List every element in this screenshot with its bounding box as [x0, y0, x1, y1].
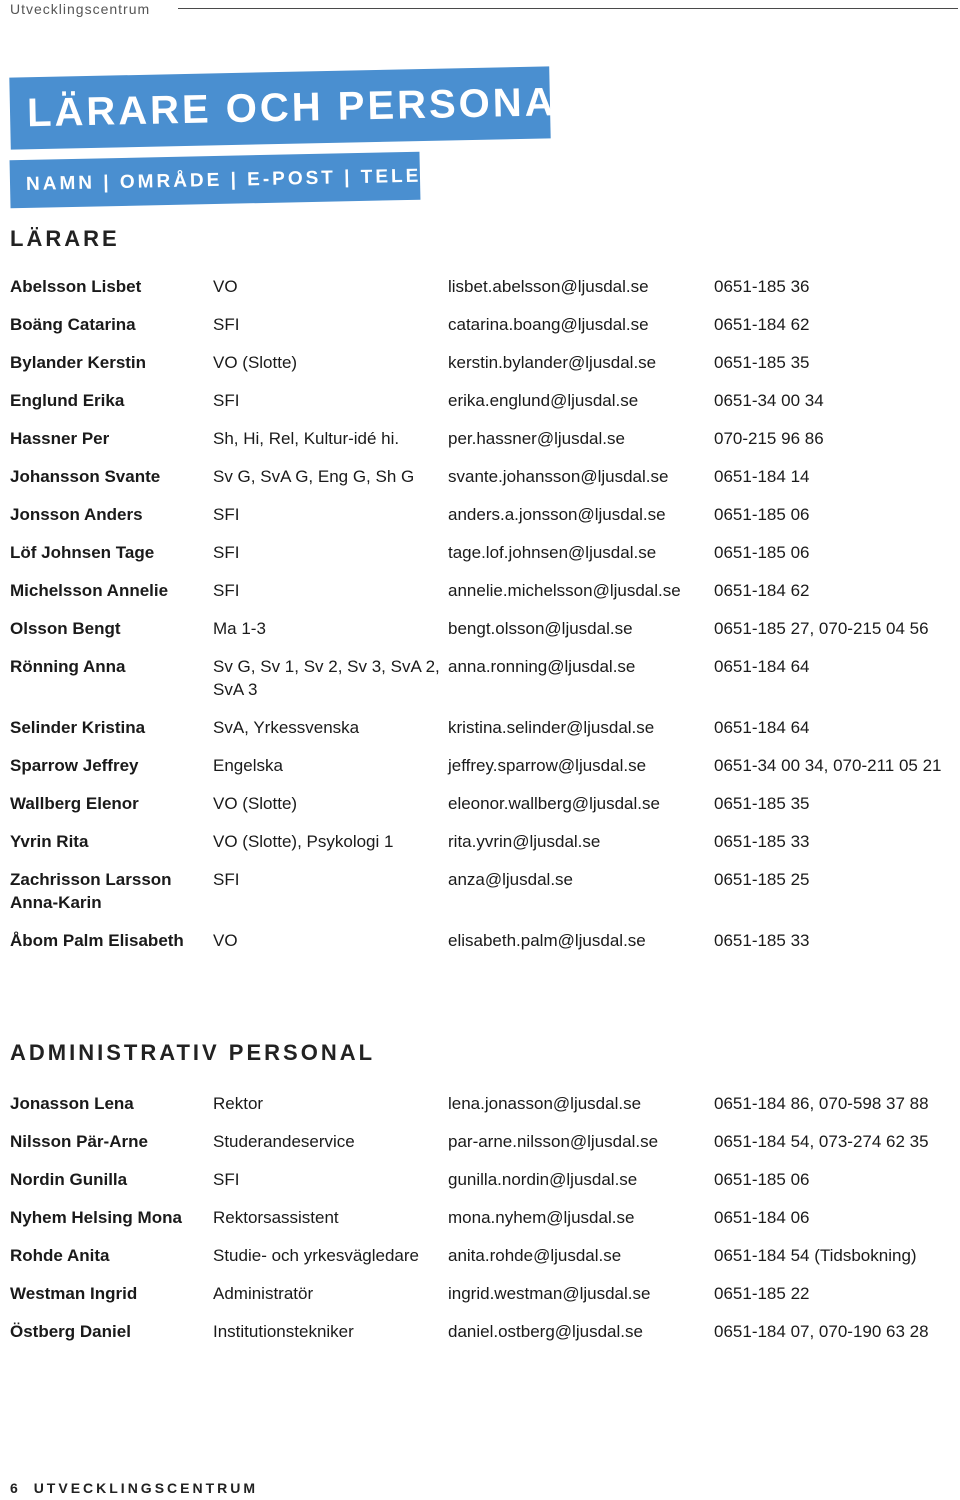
- row-email[interactable]: par-arne.nilsson@ljusdal.se: [448, 1132, 659, 1151]
- column-legend-banner: [10, 152, 471, 209]
- row-name: Sparrow Jeffrey: [10, 756, 139, 775]
- row-area: Ma 1-3: [213, 619, 266, 638]
- row-area: VO (Slotte), Psykologi 1: [213, 832, 394, 851]
- row-phone: 0651-184 54, 073-274 62 35: [714, 1132, 929, 1151]
- row-phone: 0651-184 86, 070-598 37 88: [714, 1094, 929, 1113]
- row-area: SFI: [213, 1170, 240, 1189]
- row-area: Rektorsassistent: [213, 1208, 339, 1227]
- row-email[interactable]: svante.johansson@ljusdal.se: [448, 467, 669, 486]
- row-area: VO (Slotte): [213, 794, 298, 813]
- row-email[interactable]: lisbet.abelsson@ljusdal.se: [448, 277, 649, 296]
- table-row: [10, 503, 955, 526]
- table-row: [10, 1168, 955, 1191]
- table-row: [10, 1092, 955, 1115]
- row-area: Sv G, SvA G, Eng G, Sh G: [213, 467, 415, 486]
- row-email[interactable]: anza@ljusdal.se: [448, 870, 573, 889]
- row-area: SvA, Yrkessvenska: [213, 718, 360, 737]
- row-phone: 0651-184 54 (Tidsbokning): [714, 1246, 917, 1265]
- row-name: Rohde Anita: [10, 1246, 110, 1265]
- footer-label: UTVECKLINGSCENTRUM: [33, 1480, 259, 1496]
- row-area: SFI: [213, 870, 240, 889]
- row-area: Sh, Hi, Rel, Kultur-idé hi.: [213, 429, 400, 448]
- row-name: Östberg Daniel: [10, 1322, 131, 1341]
- row-phone: 0651-34 00 34: [714, 391, 824, 410]
- row-name: Zachrisson Larsson Anna-Karin: [10, 870, 172, 912]
- row-email[interactable]: tage.lof.johnsen@ljusdal.se: [448, 543, 657, 562]
- page-title-banner: [9, 66, 585, 149]
- row-area: Administratör: [213, 1284, 314, 1303]
- row-email[interactable]: daniel.ostberg@ljusdal.se: [448, 1322, 643, 1341]
- row-area: Engelska: [213, 756, 283, 775]
- row-email[interactable]: bengt.olsson@ljusdal.se: [448, 619, 633, 638]
- running-title: Utvecklingscentrum: [10, 1, 151, 17]
- row-area: Sv G, Sv 1, Sv 2, Sv 3, SvA 2, SvA 3: [213, 657, 440, 699]
- row-phone: 0651-185 27, 070-215 04 56: [714, 619, 929, 638]
- page-title: LÄRARE OCH PERSONAL: [26, 79, 585, 136]
- row-area: Institutionstekniker: [213, 1322, 354, 1341]
- table-row: [10, 1244, 955, 1267]
- row-area: Rektor: [213, 1094, 264, 1113]
- row-phone: 0651-184 07, 070-190 63 28: [714, 1322, 929, 1341]
- row-name: Boäng Catarina: [10, 315, 136, 334]
- row-phone: 0651-184 62: [714, 581, 810, 600]
- teachers-heading: LÄRARE: [10, 226, 120, 251]
- row-phone: 0651-184 14: [714, 467, 810, 486]
- table-row: [10, 579, 955, 602]
- row-email[interactable]: catarina.boang@ljusdal.se: [448, 315, 649, 334]
- row-name: Rönning Anna: [10, 657, 126, 676]
- table-row: [10, 351, 955, 374]
- row-name: Yvrin Rita: [10, 832, 89, 851]
- row-name: Jonsson Anders: [10, 505, 143, 524]
- row-name: Nyhem Helsing Mona: [10, 1208, 182, 1227]
- table-row: [10, 465, 955, 488]
- row-area: Studerandeservice: [213, 1132, 355, 1151]
- row-phone: 0651-184 64: [714, 657, 810, 676]
- row-email[interactable]: rita.yvrin@ljusdal.se: [448, 832, 601, 851]
- row-email[interactable]: kristina.selinder@ljusdal.se: [448, 718, 655, 737]
- row-name: Hassner Per: [10, 429, 110, 448]
- row-phone: 0651-185 35: [714, 794, 810, 813]
- row-area: Studie- och yrkesvägledare: [213, 1246, 420, 1265]
- row-email[interactable]: mona.nyhem@ljusdal.se: [448, 1208, 635, 1227]
- row-email[interactable]: erika.englund@ljusdal.se: [448, 391, 639, 410]
- row-phone: 0651-185 33: [714, 832, 810, 851]
- table-row: [10, 1320, 955, 1343]
- row-area: SFI: [213, 581, 240, 600]
- table-row: [10, 830, 955, 853]
- table-row: [10, 655, 955, 701]
- row-email[interactable]: lena.jonasson@ljusdal.se: [448, 1094, 642, 1113]
- row-area: SFI: [213, 315, 240, 334]
- table-row: [10, 1206, 955, 1229]
- row-email[interactable]: gunilla.nordin@ljusdal.se: [448, 1170, 638, 1189]
- row-area: VO: [213, 277, 238, 296]
- table-row: [10, 313, 955, 336]
- page-footer: [10, 1480, 258, 1496]
- row-email[interactable]: eleonor.wallberg@ljusdal.se: [448, 794, 660, 813]
- row-email[interactable]: anita.rohde@ljusdal.se: [448, 1246, 622, 1265]
- row-phone: 0651-185 06: [714, 1170, 810, 1189]
- table-row: [10, 541, 955, 564]
- row-phone: 0651-185 36: [714, 277, 810, 296]
- table-row: [10, 389, 955, 412]
- row-email[interactable]: annelie.michelsson@ljusdal.se: [448, 581, 681, 600]
- row-name: Åbom Palm Elisabeth: [10, 931, 184, 950]
- running-header: [10, 0, 958, 20]
- header-rule: [178, 8, 958, 9]
- admin-list: [10, 1092, 955, 1358]
- row-name: Olsson Bengt: [10, 619, 121, 638]
- row-phone: 0651-185 25: [714, 870, 810, 889]
- page-number: 6: [10, 1480, 21, 1496]
- table-row: [10, 427, 955, 450]
- row-area: SFI: [213, 505, 240, 524]
- column-legend: NAMN | OMRÅDE | E-POST | TELEFON: [25, 164, 471, 195]
- row-name: Nordin Gunilla: [10, 1170, 128, 1189]
- row-area: SFI: [213, 543, 240, 562]
- teachers-list: [10, 275, 955, 967]
- row-phone: 0651-184 64: [714, 718, 810, 737]
- table-row: [10, 929, 955, 952]
- table-row: [10, 1130, 955, 1153]
- row-name: Jonasson Lena: [10, 1094, 134, 1113]
- row-name: Bylander Kerstin: [10, 353, 147, 372]
- row-area: SFI: [213, 391, 240, 410]
- row-email[interactable]: anna.ronning@ljusdal.se: [448, 657, 636, 676]
- table-row: [10, 617, 955, 640]
- row-name: Abelsson Lisbet: [10, 277, 142, 296]
- row-phone: 0651-185 22: [714, 1284, 810, 1303]
- table-row: [10, 1282, 955, 1305]
- row-phone: 0651-185 35: [714, 353, 810, 372]
- row-email[interactable]: ingrid.westman@ljusdal.se: [448, 1284, 651, 1303]
- admin-heading: ADMINISTRATIV PERSONAL: [10, 1040, 376, 1065]
- row-name: Selinder Kristina: [10, 718, 146, 737]
- row-area: VO: [213, 931, 238, 950]
- row-name: Nilsson Pär-Arne: [10, 1132, 148, 1151]
- row-name: Johansson Svante: [10, 467, 161, 486]
- row-phone: 0651-185 06: [714, 505, 810, 524]
- table-row: [10, 868, 955, 914]
- row-email[interactable]: elisabeth.palm@ljusdal.se: [448, 931, 646, 950]
- row-email[interactable]: kerstin.bylander@ljusdal.se: [448, 353, 657, 372]
- row-phone: 0651-185 06: [714, 543, 810, 562]
- row-email[interactable]: jeffrey.sparrow@ljusdal.se: [448, 756, 647, 775]
- row-phone: 0651-34 00 34, 070-211 05 21: [714, 756, 942, 775]
- row-name: Löf Johnsen Tage: [10, 543, 155, 562]
- table-row: [10, 754, 955, 777]
- row-phone: 0651-184 62: [714, 315, 810, 334]
- table-row: [10, 716, 955, 739]
- row-phone: 070-215 96 86: [714, 429, 824, 448]
- row-email[interactable]: per.hassner@ljusdal.se: [448, 429, 625, 448]
- row-phone: 0651-184 06: [714, 1208, 810, 1227]
- row-name: Englund Erika: [10, 391, 125, 410]
- row-name: Wallberg Elenor: [10, 794, 139, 813]
- table-row: [10, 275, 955, 298]
- table-row: [10, 792, 955, 815]
- row-email[interactable]: anders.a.jonsson@ljusdal.se: [448, 505, 666, 524]
- row-name: Michelsson Annelie: [10, 581, 169, 600]
- row-name: Westman Ingrid: [10, 1284, 138, 1303]
- row-area: VO (Slotte): [213, 353, 298, 372]
- row-phone: 0651-185 33: [714, 931, 810, 950]
